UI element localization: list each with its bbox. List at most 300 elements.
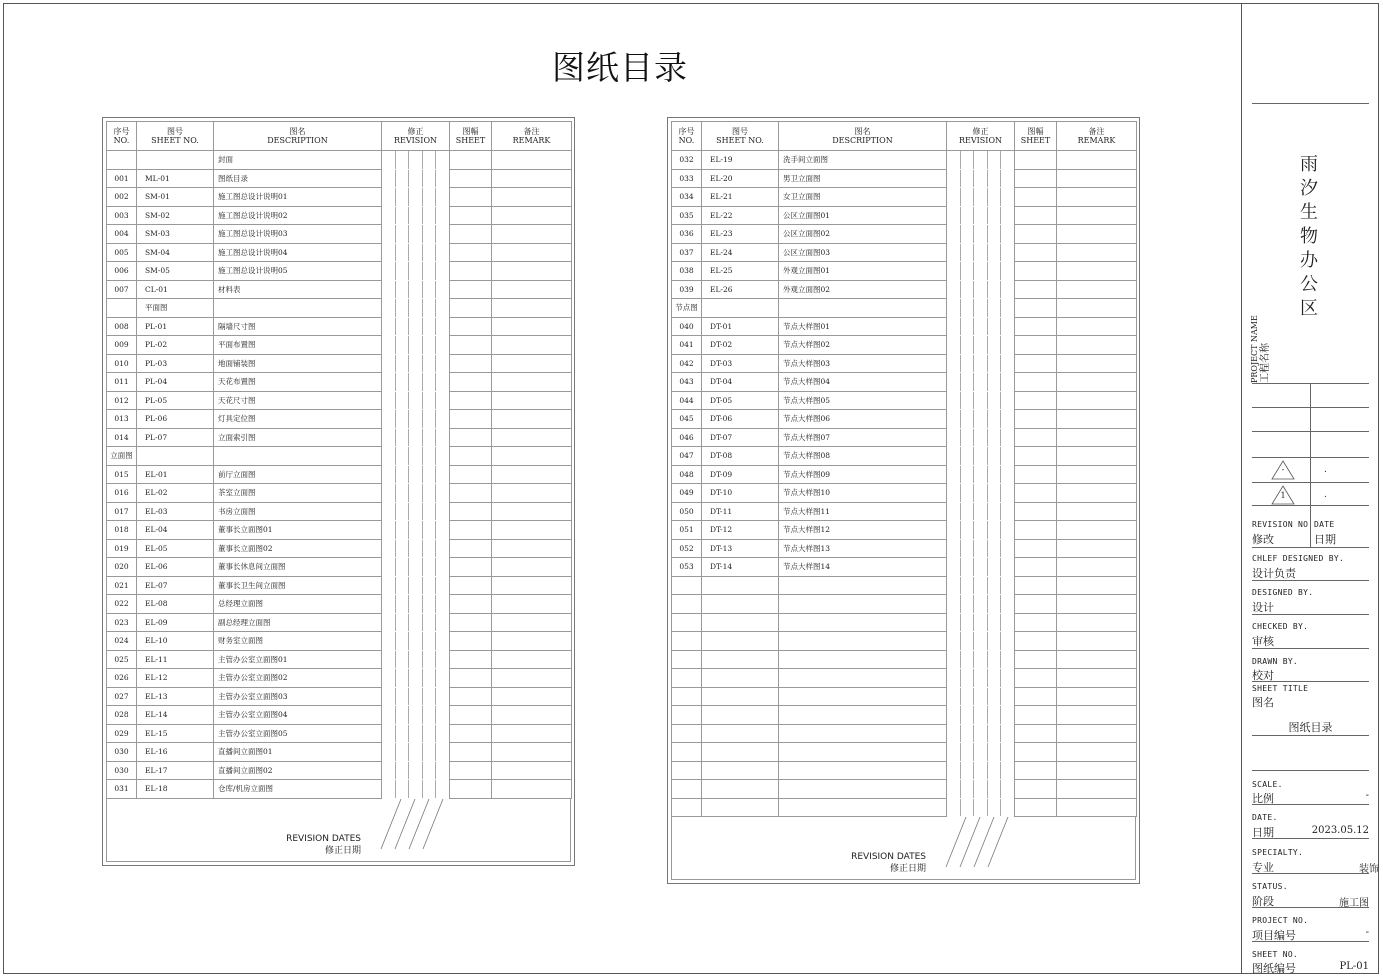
row-sheet-size [450,243,492,262]
row-number: 040 [672,317,702,336]
row-sheet-no [702,780,779,799]
row-sheet-no: DT-12 [702,521,779,540]
row-sheet-size [1015,761,1057,780]
table-row [107,521,572,540]
row-revision-cells [382,225,450,244]
table-row [672,410,1137,429]
row-description [779,576,947,595]
row-description: 施工图总设计说明03 [214,225,382,244]
row-revision-cells [382,521,450,540]
divider [1252,103,1369,104]
row-revision-cells [947,669,1015,688]
row-revision-cells [947,373,1015,392]
row-remark [1057,798,1137,817]
row-description: 总经理立面图 [214,595,382,614]
row-revision-cells [947,743,1015,762]
row-sheet-no: EL-18 [137,780,214,799]
table-row [107,632,572,651]
row-number [672,595,702,614]
row-revision-cells [947,613,1015,632]
row-revision-cells [382,336,450,355]
header-description: 图名 DESCRIPTION [779,122,947,151]
row-number: 042 [672,354,702,373]
row-sheet-no [137,447,214,466]
table-row [107,280,572,299]
row-remark [1057,299,1137,318]
row-description: 公区立面图01 [779,206,947,225]
row-remark [492,391,572,410]
row-revision-cells [947,188,1015,207]
row-number: 044 [672,391,702,410]
row-sheet-size [1015,576,1057,595]
row-sheet-no: EL-20 [702,169,779,188]
row-description: 节点大样图10 [779,484,947,503]
row-description: 地面铺装图 [214,354,382,373]
row-revision-cells [382,373,450,392]
table-row [672,706,1137,725]
row-number [672,632,702,651]
row-remark [1057,410,1137,429]
row-remark [1057,780,1137,799]
row-number: 037 [672,243,702,262]
row-revision-cells [382,280,450,299]
row-revision-cells [382,724,450,743]
row-remark [1057,447,1137,466]
row-revision-cells [947,484,1015,503]
row-description [779,299,947,318]
table-row [107,465,572,484]
scale-label-en: SCALE. [1252,780,1283,789]
row-remark [492,521,572,540]
row-revision-cells [947,558,1015,577]
row-description [779,595,947,614]
sheet-index-table-right [667,117,1140,884]
row-remark [492,743,572,762]
row-revision-cells [947,706,1015,725]
row-remark [492,465,572,484]
row-remark [492,706,572,725]
row-remark [492,262,572,281]
table-row [107,447,572,466]
row-sheet-size [1015,743,1057,762]
row-sheet-no: DT-06 [702,410,779,429]
row-remark [492,650,572,669]
row-description: 董事长立面图01 [214,521,382,540]
row-sheet-no: EL-17 [137,761,214,780]
table-row [107,595,572,614]
project-no-label-cn: 项目编号 [1252,929,1296,942]
header-revision: 修正 REVISION [947,122,1015,151]
row-description [779,743,947,762]
row-sheet-size [1015,465,1057,484]
row-revision-cells [947,724,1015,743]
row-sheet-size [1015,354,1057,373]
row-revision-cells [947,687,1015,706]
row-remark [1057,595,1137,614]
row-remark [1057,558,1137,577]
row-description: 书房立面图 [214,502,382,521]
table-row [672,558,1137,577]
row-description: 材料表 [214,280,382,299]
row-sheet-no: EL-12 [137,669,214,688]
row-remark [492,724,572,743]
row-sheet-no [702,687,779,706]
row-number: 031 [107,780,137,799]
row-sheet-no: PL-06 [137,410,214,429]
row-description: 主管办公室立面图03 [214,687,382,706]
row-remark [1057,687,1137,706]
row-sheet-no [702,632,779,651]
row-remark [1057,188,1137,207]
row-description: 公区立面图03 [779,243,947,262]
row-number: 038 [672,262,702,281]
row-sheet-no [702,761,779,780]
row-sheet-size [450,391,492,410]
row-sheet-size [450,539,492,558]
row-description: 节点大样图05 [779,391,947,410]
row-sheet-size [1015,188,1057,207]
row-sheet-no [702,724,779,743]
row-number: 035 [672,206,702,225]
checker-label-cn: 审核 [1252,635,1274,648]
row-sheet-no: 平面图 [137,299,214,318]
row-sheet-size [1015,650,1057,669]
row-description: 天花布置图 [214,373,382,392]
row-sheet-no: EL-14 [137,706,214,725]
table-row [107,151,572,170]
row-sheet-no: EL-25 [702,262,779,281]
row-remark [492,373,572,392]
row-remark [492,539,572,558]
row-description [779,613,947,632]
row-sheet-no [702,798,779,817]
row-sheet-no: SM-01 [137,188,214,207]
row-sheet-size [1015,169,1057,188]
revision-dates-footer [106,799,571,862]
row-description: 节点大样图12 [779,521,947,540]
row-remark [1057,391,1137,410]
table-row [672,465,1137,484]
table-row [672,724,1137,743]
row-sheet-size [1015,539,1057,558]
row-sheet-size [450,687,492,706]
row-remark [492,225,572,244]
row-remark [492,613,572,632]
row-remark [1057,243,1137,262]
row-description: 直播间立面图02 [214,761,382,780]
row-revision-cells [382,706,450,725]
row-revision-cells [382,576,450,595]
row-sheet-no: EL-26 [702,280,779,299]
row-sheet-no: SM-02 [137,206,214,225]
table-header [107,122,572,151]
table-row [672,354,1137,373]
row-revision-cells [382,650,450,669]
row-remark [492,206,572,225]
checker-label-en: CHECKED BY. [1252,622,1309,631]
row-description: 董事长休息间立面图 [214,558,382,577]
header-description: 图名 DESCRIPTION [214,122,382,151]
row-sheet-no: ML-01 [137,169,214,188]
row-remark [492,761,572,780]
row-sheet-size [1015,373,1057,392]
row-description: 立面索引图 [214,428,382,447]
row-remark [1057,743,1137,762]
row-sheet-size [450,576,492,595]
row-sheet-size [450,502,492,521]
row-sheet-size [450,669,492,688]
row-sheet-no [702,595,779,614]
row-number [672,687,702,706]
row-revision-cells [947,428,1015,447]
row-sheet-size [1015,428,1057,447]
row-description: 主管办公室立面图04 [214,706,382,725]
row-remark [492,169,572,188]
row-sheet-no: EL-05 [137,539,214,558]
row-remark [492,336,572,355]
row-remark [1057,206,1137,225]
row-number: 051 [672,521,702,540]
row-revision-cells [947,354,1015,373]
row-sheet-size [1015,336,1057,355]
row-number: 立面图 [107,447,137,466]
designer-label-cn: 设计 [1252,601,1274,614]
row-remark [1057,317,1137,336]
row-sheet-no: EL-19 [702,151,779,170]
revision-symbol: 1 [1280,491,1286,500]
row-description: 节点大样图04 [779,373,947,392]
row-number: 033 [672,169,702,188]
row-revision-cells [382,151,450,170]
row-sheet-size [450,484,492,503]
row-sheet-no: CL-01 [137,280,214,299]
table-row [672,669,1137,688]
project-name: 雨 汐 生 物 办 公 区 [1300,154,1318,319]
row-number: 032 [672,151,702,170]
row-revision-cells [382,484,450,503]
row-number: 025 [107,650,137,669]
row-sheet-size [450,280,492,299]
header-sheet-size: 图幅 SHEET [450,122,492,151]
row-number: 007 [107,280,137,299]
row-revision-cells [947,169,1015,188]
table-row [672,798,1137,817]
row-description: 节点大样图11 [779,502,947,521]
row-revision-cells [947,280,1015,299]
row-description: 直播间立面图01 [214,743,382,762]
table-row [672,539,1137,558]
row-remark [1057,669,1137,688]
row-revision-cells [382,447,450,466]
row-remark [1057,428,1137,447]
row-sheet-size [450,169,492,188]
row-description: 节点大样图13 [779,539,947,558]
row-remark [492,299,572,318]
table-row [672,780,1137,799]
row-remark [492,317,572,336]
table-row [672,206,1137,225]
row-description: 主管办公室立面图05 [214,724,382,743]
row-remark [1057,502,1137,521]
row-sheet-no [702,650,779,669]
row-sheet-size [1015,299,1057,318]
row-sheet-size [1015,262,1057,281]
row-sheet-no: EL-11 [137,650,214,669]
row-description: 平面布置图 [214,336,382,355]
table-row [672,336,1137,355]
row-sheet-no: SM-03 [137,225,214,244]
project-no-label-en: PROJECT NO. [1252,916,1309,925]
row-revision-cells [382,169,450,188]
table-row [672,243,1137,262]
row-number: 001 [107,169,137,188]
row-remark [492,780,572,799]
row-number: 013 [107,410,137,429]
row-sheet-no: EL-10 [137,632,214,651]
row-sheet-no: PL-07 [137,428,214,447]
table-row [672,447,1137,466]
row-sheet-no: EL-08 [137,595,214,614]
row-remark [492,188,572,207]
row-sheet-size [450,761,492,780]
row-revision-cells [947,225,1015,244]
specialty-value: 装饰 [1359,864,1379,875]
row-description: 外观立面图01 [779,262,947,281]
row-sheet-size [1015,502,1057,521]
project-no-value: - [1365,927,1369,938]
row-remark [492,558,572,577]
revision-dates-footer [671,817,1136,880]
row-number: 053 [672,558,702,577]
row-sheet-no: EL-22 [702,206,779,225]
row-number: 节点图 [672,299,702,318]
row-number: 020 [107,558,137,577]
row-revision-cells [947,521,1015,540]
row-description [779,650,947,669]
table-row [107,299,572,318]
row-sheet-no: SM-05 [137,262,214,281]
row-number: 045 [672,410,702,429]
row-sheet-no: EL-04 [137,521,214,540]
row-sheet-size [450,780,492,799]
row-number: 004 [107,225,137,244]
row-number: 022 [107,595,137,614]
row-number: 024 [107,632,137,651]
date-value: 2023.05.12 [1311,825,1369,836]
row-sheet-no: DT-03 [702,354,779,373]
row-description: 节点大样图03 [779,354,947,373]
table-row [672,428,1137,447]
revision-date-mark: . [1324,465,1327,475]
row-remark [492,410,572,429]
table-row [107,761,572,780]
row-sheet-size [450,299,492,318]
table-row [672,687,1137,706]
row-remark [1057,576,1137,595]
row-remark [1057,650,1137,669]
row-revision-cells [382,465,450,484]
row-sheet-size [1015,613,1057,632]
row-sheet-no: EL-03 [137,502,214,521]
designer-label-en: DESIGNED BY. [1252,588,1314,597]
row-remark [492,447,572,466]
row-revision-cells [947,243,1015,262]
table-row [107,225,572,244]
table-row [672,188,1137,207]
row-description: 外观立面图02 [779,280,947,299]
row-revision-cells [382,188,450,207]
row-sheet-no: DT-14 [702,558,779,577]
table-row [107,373,572,392]
row-revision-cells [382,391,450,410]
chief-designer-label-en: CHLEF DESIGNED BY. [1252,554,1345,563]
row-number: 050 [672,502,702,521]
row-remark [1057,465,1137,484]
row-remark [492,428,572,447]
row-description [779,780,947,799]
row-description: 节点大样图09 [779,465,947,484]
row-description: 封面 [214,151,382,170]
revision-dates-label: REVISION DATES 修正日期 [286,833,361,856]
scale-value: - [1365,790,1369,801]
row-description: 男卫立面图 [779,169,947,188]
row-sheet-no: PL-01 [137,317,214,336]
row-number [672,798,702,817]
row-sheet-no: DT-05 [702,391,779,410]
chief-designer-label-cn: 设计负责 [1252,567,1296,580]
row-number: 011 [107,373,137,392]
row-number: 047 [672,447,702,466]
row-sheet-size [1015,780,1057,799]
row-number [672,724,702,743]
row-number [672,780,702,799]
row-sheet-size [1015,632,1057,651]
row-revision-cells [947,317,1015,336]
row-sheet-size [1015,243,1057,262]
row-revision-cells [382,687,450,706]
row-description [779,706,947,725]
row-sheet-no [702,743,779,762]
row-revision-cells [382,613,450,632]
row-sheet-size [450,188,492,207]
table-row [107,687,572,706]
row-remark [492,243,572,262]
revision-no-label-cn: 修改 [1252,533,1274,546]
status-label-en: STATUS. [1252,882,1288,891]
revision-no-label-en: REVISION NO [1252,520,1309,529]
table-row [107,243,572,262]
row-number: 036 [672,225,702,244]
row-sheet-no: EL-09 [137,613,214,632]
row-description [214,299,382,318]
page-title: 图纸目录 [552,48,688,87]
row-revision-cells [382,502,450,521]
row-remark [1057,724,1137,743]
row-description: 副总经理立面图 [214,613,382,632]
row-sheet-no: DT-07 [702,428,779,447]
row-description: 董事长卫生间立面图 [214,576,382,595]
row-remark [1057,151,1137,170]
row-sheet-size [450,373,492,392]
row-sheet-size [1015,669,1057,688]
row-revision-cells [382,428,450,447]
row-number: 034 [672,188,702,207]
row-sheet-no: EL-15 [137,724,214,743]
row-number: 041 [672,336,702,355]
row-number: 046 [672,428,702,447]
row-sheet-size [450,225,492,244]
status-label-cn: 阶段 [1252,895,1274,908]
